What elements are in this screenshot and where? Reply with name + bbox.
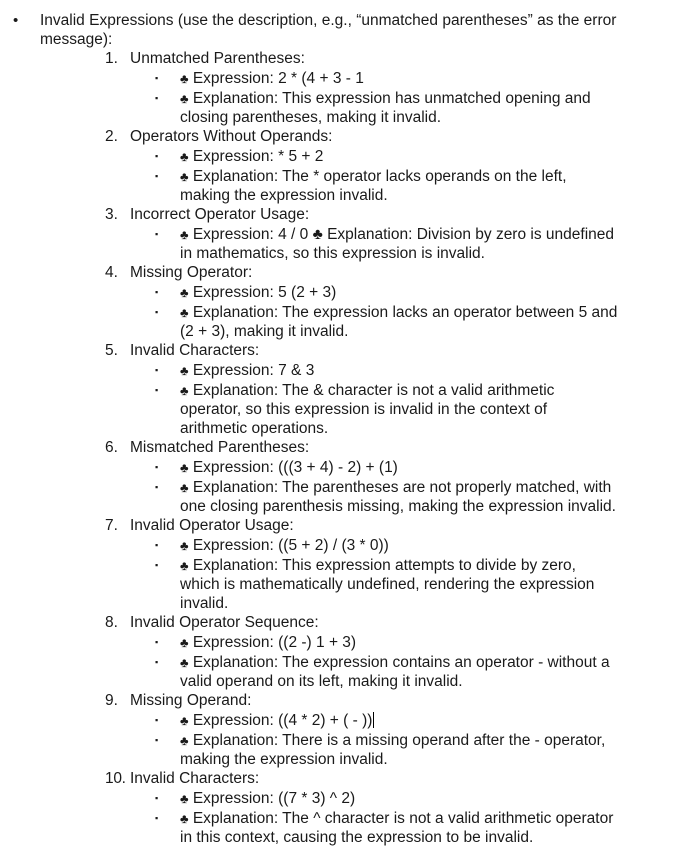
numbered-item	[40, 341, 658, 438]
item-title[interactable]: Unmatched Parentheses:	[130, 50, 305, 67]
sub-list-item	[40, 166, 658, 205]
item-title[interactable]: Invalid Operator Usage:	[130, 517, 294, 534]
sub-list-item	[40, 88, 658, 127]
square-bullet-icon: ▪	[155, 385, 159, 395]
square-bullet-icon: ▪	[155, 93, 159, 103]
square-bullet-icon: ▪	[155, 73, 159, 83]
item-number: 2.	[105, 128, 118, 145]
club-icon: ♣	[180, 733, 189, 748]
numbered-item	[40, 263, 658, 341]
square-bullet-icon: ▪	[155, 813, 159, 823]
item-title[interactable]: Mismatched Parentheses:	[130, 439, 310, 456]
numbered-item	[40, 127, 658, 205]
sub-list	[130, 68, 658, 127]
item-number: 8.	[105, 614, 118, 631]
item-number: 4.	[105, 264, 118, 281]
square-bullet-icon: ▪	[155, 287, 159, 297]
square-bullet-icon: ▪	[155, 171, 159, 181]
expression-text[interactable]: Expression: (((3 + 4) - 2) + (1)	[192, 459, 398, 476]
explanation-text[interactable]: Explanation: There is a missing operand after the - operator, making the expression invalid.	[180, 732, 606, 768]
square-bullet-icon: ▪	[155, 482, 159, 492]
expression-text[interactable]: Expression: ((2 -) 1 + 3)	[192, 634, 357, 651]
sub-list	[130, 224, 658, 263]
square-bullet-icon: ▪	[155, 462, 159, 472]
club-icon: ♣	[180, 91, 189, 106]
item-title[interactable]: Missing Operand:	[130, 692, 252, 709]
expression-text[interactable]: Expression: 7 & 3	[192, 362, 315, 379]
explanation-text[interactable]: Explanation: The ^ character is not a valid arithmetic operator in this context, causing the expression to be invalid.	[180, 810, 614, 846]
square-bullet-icon: ▪	[155, 715, 159, 725]
item-title[interactable]: Operators Without Operands:	[130, 128, 333, 145]
item-title[interactable]: Missing Operator:	[130, 264, 253, 281]
sub-list-item	[40, 808, 658, 847]
text-cursor	[373, 712, 374, 728]
club-icon: ♣	[180, 791, 189, 806]
explanation-text[interactable]: Explanation: This expression attempts to divide by zero, which is mathematically undefined, rendering the expression invalid.	[180, 557, 595, 612]
explanation-text[interactable]: Explanation: The expression lacks an operator between 5 and (2 + 3), making it invalid.	[180, 304, 618, 340]
sub-list-item	[40, 652, 658, 691]
bullet-icon: •	[13, 12, 19, 29]
sub-list-item	[40, 302, 658, 341]
explanation-text[interactable]: Explanation: The & character is not a valid arithmetic operator, so this expression is invalid in the context of arithmetic operations.	[180, 382, 555, 437]
square-bullet-icon: ▪	[155, 151, 159, 161]
sub-list-item	[40, 730, 658, 769]
expression-text[interactable]: Expression: ((4 * 2) + ( - ))	[192, 712, 373, 729]
item-title[interactable]: Invalid Characters:	[130, 770, 260, 787]
sub-list	[130, 710, 658, 769]
sub-list-item	[40, 535, 658, 555]
item-number: 7.	[105, 517, 118, 534]
club-icon: ♣	[180, 383, 189, 398]
square-bullet-icon: ▪	[155, 229, 159, 239]
sub-list-item	[40, 68, 658, 88]
club-icon: ♣	[180, 558, 189, 573]
expression-text[interactable]: Expression: * 5 + 2	[192, 148, 324, 165]
sub-list-item	[40, 555, 658, 613]
square-bullet-icon: ▪	[155, 540, 159, 550]
sub-list	[130, 282, 658, 341]
club-icon: ♣	[180, 635, 189, 650]
numbered-list	[40, 49, 658, 847]
square-bullet-icon: ▪	[155, 307, 159, 317]
club-icon: ♣	[180, 480, 189, 495]
item-number: 1.	[105, 50, 118, 67]
explanation-text[interactable]: Explanation: The * operator lacks operands on the left, making the expression invalid.	[180, 168, 567, 204]
sub-list-item	[40, 360, 658, 380]
item-title[interactable]: Invalid Characters:	[130, 342, 260, 359]
club-icon: ♣	[180, 363, 189, 378]
sub-list-item	[40, 788, 658, 808]
top-list-item	[0, 11, 688, 847]
explanation-text[interactable]: Explanation: The expression contains an operator - without a valid operand on its left, making it invalid.	[180, 654, 610, 690]
explanation-text[interactable]: Explanation: This expression has unmatched opening and closing parentheses, making it invalid.	[180, 90, 591, 126]
club-icon: ♣	[180, 538, 189, 553]
club-icon: ♣	[180, 285, 189, 300]
numbered-item	[40, 769, 658, 847]
numbered-item	[40, 691, 658, 769]
item-number: 10.	[105, 770, 126, 787]
square-bullet-icon: ▪	[155, 657, 159, 667]
square-bullet-icon: ▪	[155, 735, 159, 745]
item-number: 5.	[105, 342, 118, 359]
club-icon: ♣	[180, 811, 189, 826]
sub-list-item	[40, 282, 658, 302]
club-icon: ♣	[180, 169, 189, 184]
club-icon: ♣	[180, 655, 189, 670]
club-icon: ♣	[180, 227, 189, 242]
item-title[interactable]: Incorrect Operator Usage:	[130, 206, 310, 223]
club-icon: ♣	[180, 149, 189, 164]
sub-list-item	[40, 457, 658, 477]
sub-list	[130, 535, 658, 613]
club-icon: ♣	[180, 713, 189, 728]
sub-list	[130, 360, 658, 438]
sub-list	[130, 457, 658, 516]
numbered-item	[40, 205, 658, 263]
item-number: 9.	[105, 692, 118, 709]
item-title[interactable]: Invalid Operator Sequence:	[130, 614, 319, 631]
sub-list-item	[40, 380, 658, 438]
numbered-item	[40, 438, 658, 516]
sub-list	[130, 788, 658, 847]
club-icon: ♣	[180, 305, 189, 320]
square-bullet-icon: ▪	[155, 560, 159, 570]
club-icon: ♣	[180, 460, 189, 475]
expression-text[interactable]: Expression: 2 * (4 + 3 - 1	[192, 70, 364, 87]
numbered-item	[40, 516, 658, 613]
explanation-text[interactable]: Explanation: The parentheses are not properly matched, with one closing parenthesis missing, making the expression invalid.	[180, 479, 616, 515]
square-bullet-icon: ▪	[155, 793, 159, 803]
sub-list	[130, 146, 658, 205]
numbered-item	[40, 49, 658, 127]
section-heading[interactable]: Invalid Expressions (use the description, e.g., “unmatched parentheses” as the error message):	[40, 12, 617, 48]
expression-text[interactable]: Expression: 5 (2 + 3)	[192, 284, 337, 301]
sub-list-item	[40, 477, 658, 516]
club-icon: ♣	[180, 71, 189, 86]
document-body	[0, 11, 688, 847]
sub-list-item	[40, 632, 658, 652]
sub-list-item	[40, 224, 658, 263]
sub-list-item	[40, 146, 658, 166]
square-bullet-icon: ▪	[155, 637, 159, 647]
sub-list	[130, 632, 658, 691]
expression-text[interactable]: Expression: ((5 + 2) / (3 * 0))	[192, 537, 389, 554]
expression-text[interactable]: Expression: ((7 * 3) ^ 2)	[192, 790, 356, 807]
item-number: 6.	[105, 439, 118, 456]
square-bullet-icon: ▪	[155, 365, 159, 375]
item-number: 3.	[105, 206, 118, 223]
numbered-item	[40, 613, 658, 691]
expression-text[interactable]: Expression: 4 / 0 ♣ Explanation: Division by zero is undefined in mathematics, so this expression is invalid.	[180, 226, 614, 262]
sub-list-item	[40, 710, 658, 730]
